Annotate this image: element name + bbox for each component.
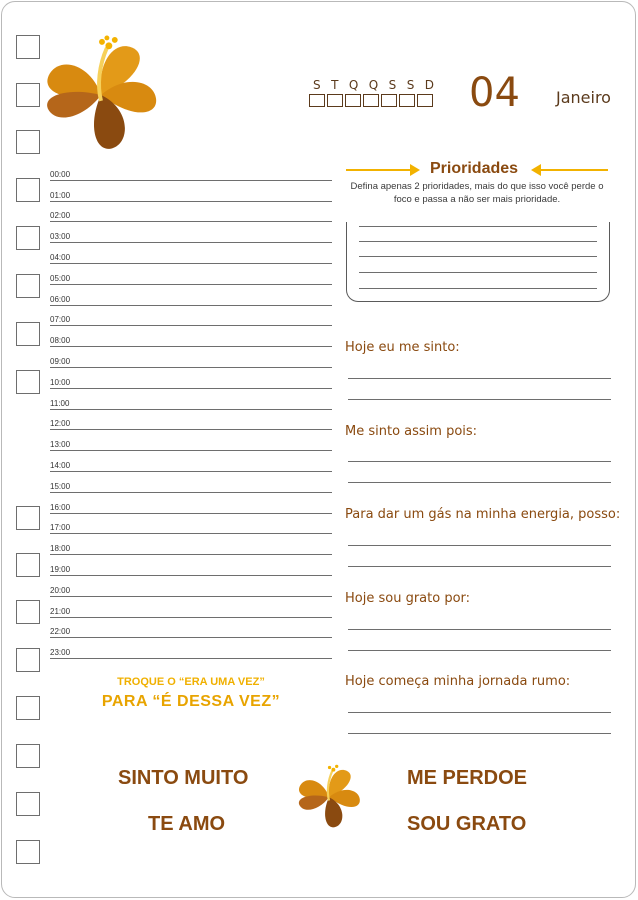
schedule-row[interactable] [50, 285, 332, 306]
question-journey: Hoje começa minha jornada rumo: [345, 674, 571, 689]
weekday-checkbox[interactable] [417, 94, 433, 107]
hour-label: 20:00 [50, 585, 71, 595]
hour-label: 22:00 [50, 627, 71, 637]
hour-label: 03:00 [50, 232, 71, 242]
answer-line[interactable] [348, 399, 611, 400]
schedule-row[interactable] [50, 451, 332, 472]
question-feeling: Hoje eu me sinto: [345, 340, 460, 355]
hour-label: 12:00 [50, 419, 71, 429]
hour-label: 02:00 [50, 211, 71, 221]
question-energy: Para dar um gás na minha energia, posso: [345, 507, 621, 522]
schedule-row[interactable] [50, 597, 332, 618]
hour-label: 07:00 [50, 315, 71, 325]
weekday-checkbox[interactable] [363, 94, 379, 107]
schedule-row[interactable] [50, 555, 332, 576]
schedule-row[interactable] [50, 534, 332, 555]
hour-label: 18:00 [50, 544, 71, 554]
binder-hole [16, 600, 40, 624]
schedule-row[interactable] [50, 638, 332, 659]
binder-hole [16, 792, 40, 816]
binder-hole [16, 35, 40, 59]
schedule-row[interactable] [50, 181, 332, 202]
binder-hole [16, 83, 40, 107]
mantra-sinto-muito: SINTO MUITO [118, 767, 249, 789]
schedule-row[interactable] [50, 326, 332, 347]
arrow-right-icon [410, 164, 420, 176]
weekday-letter: S [406, 78, 416, 92]
priority-line[interactable] [359, 272, 597, 273]
binder-hole [16, 274, 40, 298]
priority-line[interactable] [359, 226, 597, 227]
answer-line[interactable] [348, 461, 611, 462]
priority-line[interactable] [359, 241, 597, 242]
hour-label: 15:00 [50, 481, 71, 491]
day-number: 04 [469, 70, 520, 116]
question-grateful: Hoje sou grato por: [345, 591, 471, 606]
motto-line-2: PARA “É DESSA VEZ” [101, 693, 281, 710]
weekday-letter: T [331, 78, 340, 92]
weekday-checkboxes [309, 94, 439, 107]
weekday-letter: S [388, 78, 398, 92]
hour-label: 00:00 [50, 169, 71, 179]
hour-label: 23:00 [50, 648, 71, 658]
answer-line[interactable] [348, 629, 611, 630]
hour-label: 19:00 [50, 564, 71, 574]
schedule-row[interactable] [50, 368, 332, 389]
answer-line[interactable] [348, 712, 611, 713]
weekday-letters [309, 78, 439, 92]
schedule-row[interactable] [50, 389, 332, 410]
binder-hole [16, 178, 40, 202]
hibiscus-flower-icon [296, 760, 362, 830]
binder-hole [16, 840, 40, 864]
hour-label: 06:00 [50, 294, 71, 304]
weekday-letter: Q [348, 78, 360, 92]
schedule-row[interactable] [50, 222, 332, 243]
hour-label: 01:00 [50, 190, 71, 200]
hour-label: 21:00 [50, 606, 71, 616]
schedule-row[interactable] [50, 264, 332, 285]
answer-line[interactable] [348, 482, 611, 483]
schedule-row[interactable] [50, 202, 332, 223]
mantra-te-amo: TE AMO [148, 813, 226, 835]
weekday-checkbox[interactable] [309, 94, 325, 107]
schedule-row[interactable] [50, 576, 332, 597]
binder-hole [16, 696, 40, 720]
month-name: Janeiro [556, 88, 611, 107]
hour-label: 13:00 [50, 440, 71, 450]
weekday-checkbox[interactable] [327, 94, 343, 107]
binder-hole [16, 648, 40, 672]
weekday-letter: Q [368, 78, 380, 92]
schedule-row[interactable] [50, 243, 332, 264]
binder-hole [16, 506, 40, 530]
answer-line[interactable] [348, 378, 611, 379]
priority-line[interactable] [359, 256, 597, 257]
weekday-letter: S [313, 78, 322, 92]
weekday-letter: D [424, 78, 435, 92]
schedule-row[interactable] [50, 493, 332, 514]
binder-hole [16, 130, 40, 154]
weekday-checkbox[interactable] [381, 94, 397, 107]
mantra-me-perdoe: ME PERDOE [407, 767, 528, 789]
hour-label: 09:00 [50, 356, 71, 366]
hour-label: 05:00 [50, 273, 71, 283]
binder-hole [16, 553, 40, 577]
arrow-right-icon [346, 169, 412, 171]
mantra-sou-grato: SOU GRATO [407, 813, 527, 835]
hibiscus-flower-icon [42, 34, 160, 152]
schedule-row[interactable] [50, 472, 332, 493]
schedule-row[interactable] [50, 306, 332, 327]
priority-line[interactable] [359, 288, 597, 289]
question-reason: Me sinto assim pois: [345, 424, 478, 439]
hour-label: 17:00 [50, 523, 71, 533]
hour-label: 10:00 [50, 377, 71, 387]
priorities-description: Defina apenas 2 prioridades, mais do que isso você perde o foco e passa a não ser mais prioridade. [350, 181, 604, 205]
priorities-title: Prioridades [430, 160, 519, 177]
hour-label: 16:00 [50, 502, 71, 512]
binder-hole [16, 744, 40, 768]
answer-line[interactable] [348, 545, 611, 546]
schedule-row[interactable] [50, 160, 332, 181]
schedule-row[interactable] [50, 347, 332, 368]
answer-line[interactable] [348, 566, 611, 567]
answer-line[interactable] [348, 650, 611, 651]
arrow-left-icon [540, 169, 608, 171]
schedule-row[interactable] [50, 430, 332, 451]
hour-label: 08:00 [50, 336, 71, 346]
hour-label: 04:00 [50, 252, 71, 262]
hour-label: 11:00 [50, 398, 70, 408]
priorities-box[interactable] [346, 222, 610, 302]
schedule-row[interactable] [50, 514, 332, 535]
weekday-checkbox[interactable] [345, 94, 361, 107]
weekday-selector [309, 78, 439, 107]
binder-hole [16, 370, 40, 394]
binder-hole [16, 322, 40, 346]
schedule-row[interactable] [50, 410, 332, 431]
binder-hole [16, 226, 40, 250]
schedule-row[interactable] [50, 618, 332, 639]
hour-label: 14:00 [50, 460, 71, 470]
hourly-schedule [50, 160, 332, 659]
answer-line[interactable] [348, 733, 611, 734]
motto-line-1: TROQUE O “ERA UMA VEZ” [117, 676, 265, 688]
priorities-header [346, 160, 610, 180]
weekday-checkbox[interactable] [399, 94, 415, 107]
